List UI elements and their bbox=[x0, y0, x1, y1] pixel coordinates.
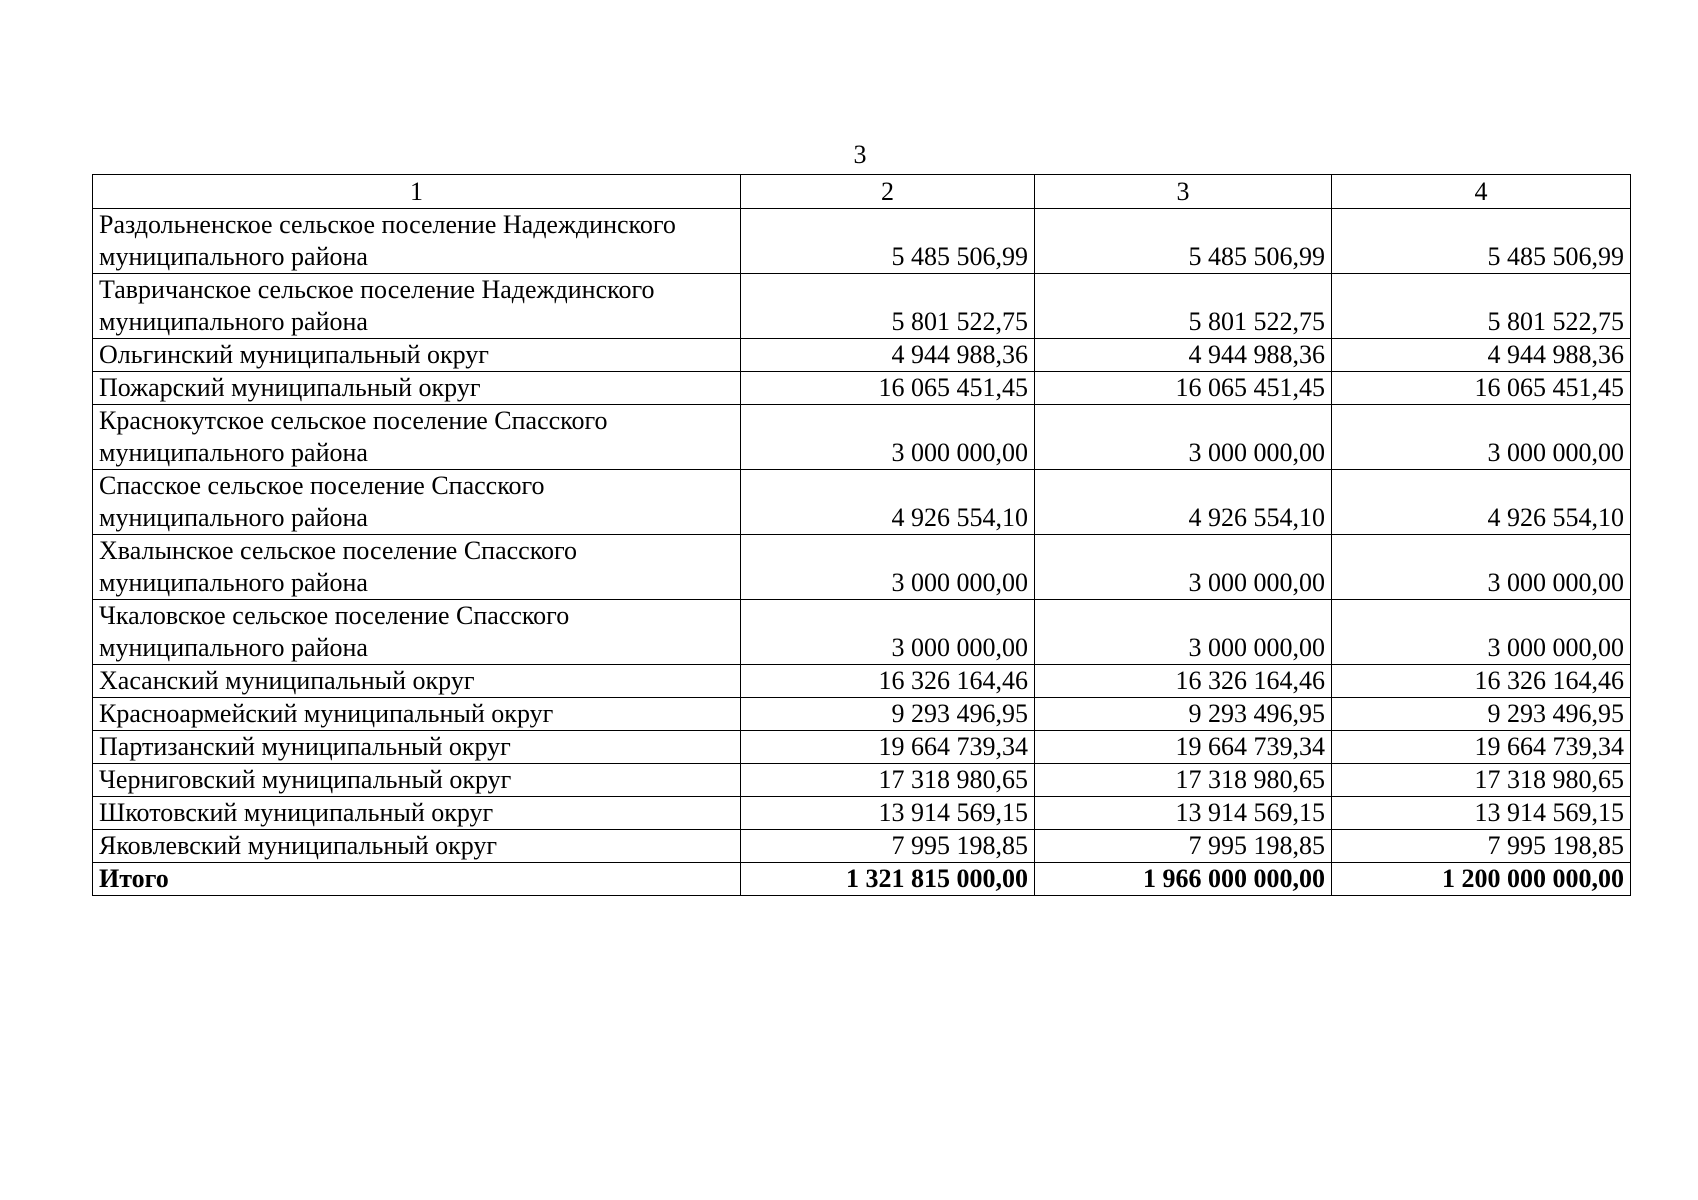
amount-col-2: 3 000 000,00 bbox=[741, 535, 1035, 600]
table-row bbox=[93, 274, 1631, 339]
amount-col-2: 13 914 569,15 bbox=[741, 797, 1035, 830]
page-number: 3 bbox=[853, 140, 867, 169]
amount-col-2: 4 926 554,10 bbox=[741, 470, 1035, 535]
municipality-name: Красноармейский муниципальный округ bbox=[93, 698, 741, 731]
municipality-name: Краснокутское сельское поселение Спасского муниципального района bbox=[93, 405, 741, 470]
table-row bbox=[93, 830, 1631, 863]
table-row bbox=[93, 209, 1631, 274]
column-header-3: 3 bbox=[1035, 175, 1332, 209]
amount-col-3: 7 995 198,85 bbox=[1035, 830, 1332, 863]
amount-col-2: 4 944 988,36 bbox=[741, 339, 1035, 372]
amount-col-4: 17 318 980,65 bbox=[1332, 764, 1631, 797]
amount-col-4: 7 995 198,85 bbox=[1332, 830, 1631, 863]
column-header-4: 4 bbox=[1332, 175, 1631, 209]
amount-col-4: 3 000 000,00 bbox=[1332, 600, 1631, 665]
municipality-name: Раздольненское сельское поселение Надеждинского муниципального района bbox=[93, 209, 741, 274]
amount-col-2: 3 000 000,00 bbox=[741, 405, 1035, 470]
amount-col-4: 5 485 506,99 bbox=[1332, 209, 1631, 274]
amount-col-4: 4 926 554,10 bbox=[1332, 470, 1631, 535]
table-row bbox=[93, 731, 1631, 764]
amount-col-4: 4 944 988,36 bbox=[1332, 339, 1631, 372]
amount-col-2: 5 485 506,99 bbox=[741, 209, 1035, 274]
header-row bbox=[93, 175, 1631, 209]
amount-col-4: 5 801 522,75 bbox=[1332, 274, 1631, 339]
amount-col-2: 16 326 164,46 bbox=[741, 665, 1035, 698]
table-row bbox=[93, 698, 1631, 731]
amount-col-2: 7 995 198,85 bbox=[741, 830, 1035, 863]
amount-col-3: 9 293 496,95 bbox=[1035, 698, 1332, 731]
amount-col-4: 16 065 451,45 bbox=[1332, 372, 1631, 405]
amount-col-3: 19 664 739,34 bbox=[1035, 731, 1332, 764]
amount-col-3: 16 065 451,45 bbox=[1035, 372, 1332, 405]
amount-col-4: 16 326 164,46 bbox=[1332, 665, 1631, 698]
amount-col-3: 4 926 554,10 bbox=[1035, 470, 1332, 535]
municipality-name: Тавричанское сельское поселение Надеждинского муниципального района bbox=[93, 274, 741, 339]
municipality-name: Партизанский муниципальный округ bbox=[93, 731, 741, 764]
table-row bbox=[93, 470, 1631, 535]
amount-col-2: 17 318 980,65 bbox=[741, 764, 1035, 797]
total-col-3: 1 966 000 000,00 bbox=[1035, 863, 1332, 896]
amount-col-2: 5 801 522,75 bbox=[741, 274, 1035, 339]
total-row bbox=[93, 863, 1631, 896]
amount-col-3: 4 944 988,36 bbox=[1035, 339, 1332, 372]
amount-col-3: 13 914 569,15 bbox=[1035, 797, 1332, 830]
total-col-4: 1 200 000 000,00 bbox=[1332, 863, 1631, 896]
table-row bbox=[93, 405, 1631, 470]
amount-col-4: 13 914 569,15 bbox=[1332, 797, 1631, 830]
table-row bbox=[93, 797, 1631, 830]
municipality-name: Чкаловское сельское поселение Спасского муниципального района bbox=[93, 600, 741, 665]
table-row bbox=[93, 535, 1631, 600]
amount-col-3: 16 326 164,46 bbox=[1035, 665, 1332, 698]
amount-col-2: 19 664 739,34 bbox=[741, 731, 1035, 764]
amount-col-3: 3 000 000,00 bbox=[1035, 600, 1332, 665]
table-row bbox=[93, 764, 1631, 797]
column-header-2: 2 bbox=[741, 175, 1035, 209]
amount-col-3: 5 485 506,99 bbox=[1035, 209, 1332, 274]
table-row bbox=[93, 372, 1631, 405]
amount-col-3: 3 000 000,00 bbox=[1035, 535, 1332, 600]
table-row bbox=[93, 600, 1631, 665]
municipality-name: Ольгинский муниципальный округ bbox=[93, 339, 741, 372]
amount-col-3: 17 318 980,65 bbox=[1035, 764, 1332, 797]
municipality-name: Шкотовский муниципальный округ bbox=[93, 797, 741, 830]
amount-col-3: 5 801 522,75 bbox=[1035, 274, 1332, 339]
municipality-name: Хвалынское сельское поселение Спасского муниципального района bbox=[93, 535, 741, 600]
amount-col-2: 9 293 496,95 bbox=[741, 698, 1035, 731]
amount-col-4: 19 664 739,34 bbox=[1332, 731, 1631, 764]
column-header-1: 1 bbox=[93, 175, 741, 209]
amount-col-4: 3 000 000,00 bbox=[1332, 405, 1631, 470]
municipality-name: Спасское сельское поселение Спасского муниципального района bbox=[93, 470, 741, 535]
municipality-name: Пожарский муниципальный округ bbox=[93, 372, 741, 405]
amount-col-4: 9 293 496,95 bbox=[1332, 698, 1631, 731]
municipality-name: Яковлевский муниципальный округ bbox=[93, 830, 741, 863]
amount-col-3: 3 000 000,00 bbox=[1035, 405, 1332, 470]
amount-col-2: 16 065 451,45 bbox=[741, 372, 1035, 405]
municipality-name: Хасанский муниципальный округ bbox=[93, 665, 741, 698]
table-row bbox=[93, 339, 1631, 372]
total-col-2: 1 321 815 000,00 bbox=[741, 863, 1035, 896]
municipality-name: Черниговский муниципальный округ bbox=[93, 764, 741, 797]
table-row bbox=[93, 665, 1631, 698]
allocation-table bbox=[92, 174, 1631, 896]
amount-col-4: 3 000 000,00 bbox=[1332, 535, 1631, 600]
total-label: Итого bbox=[93, 863, 741, 896]
amount-col-2: 3 000 000,00 bbox=[741, 600, 1035, 665]
